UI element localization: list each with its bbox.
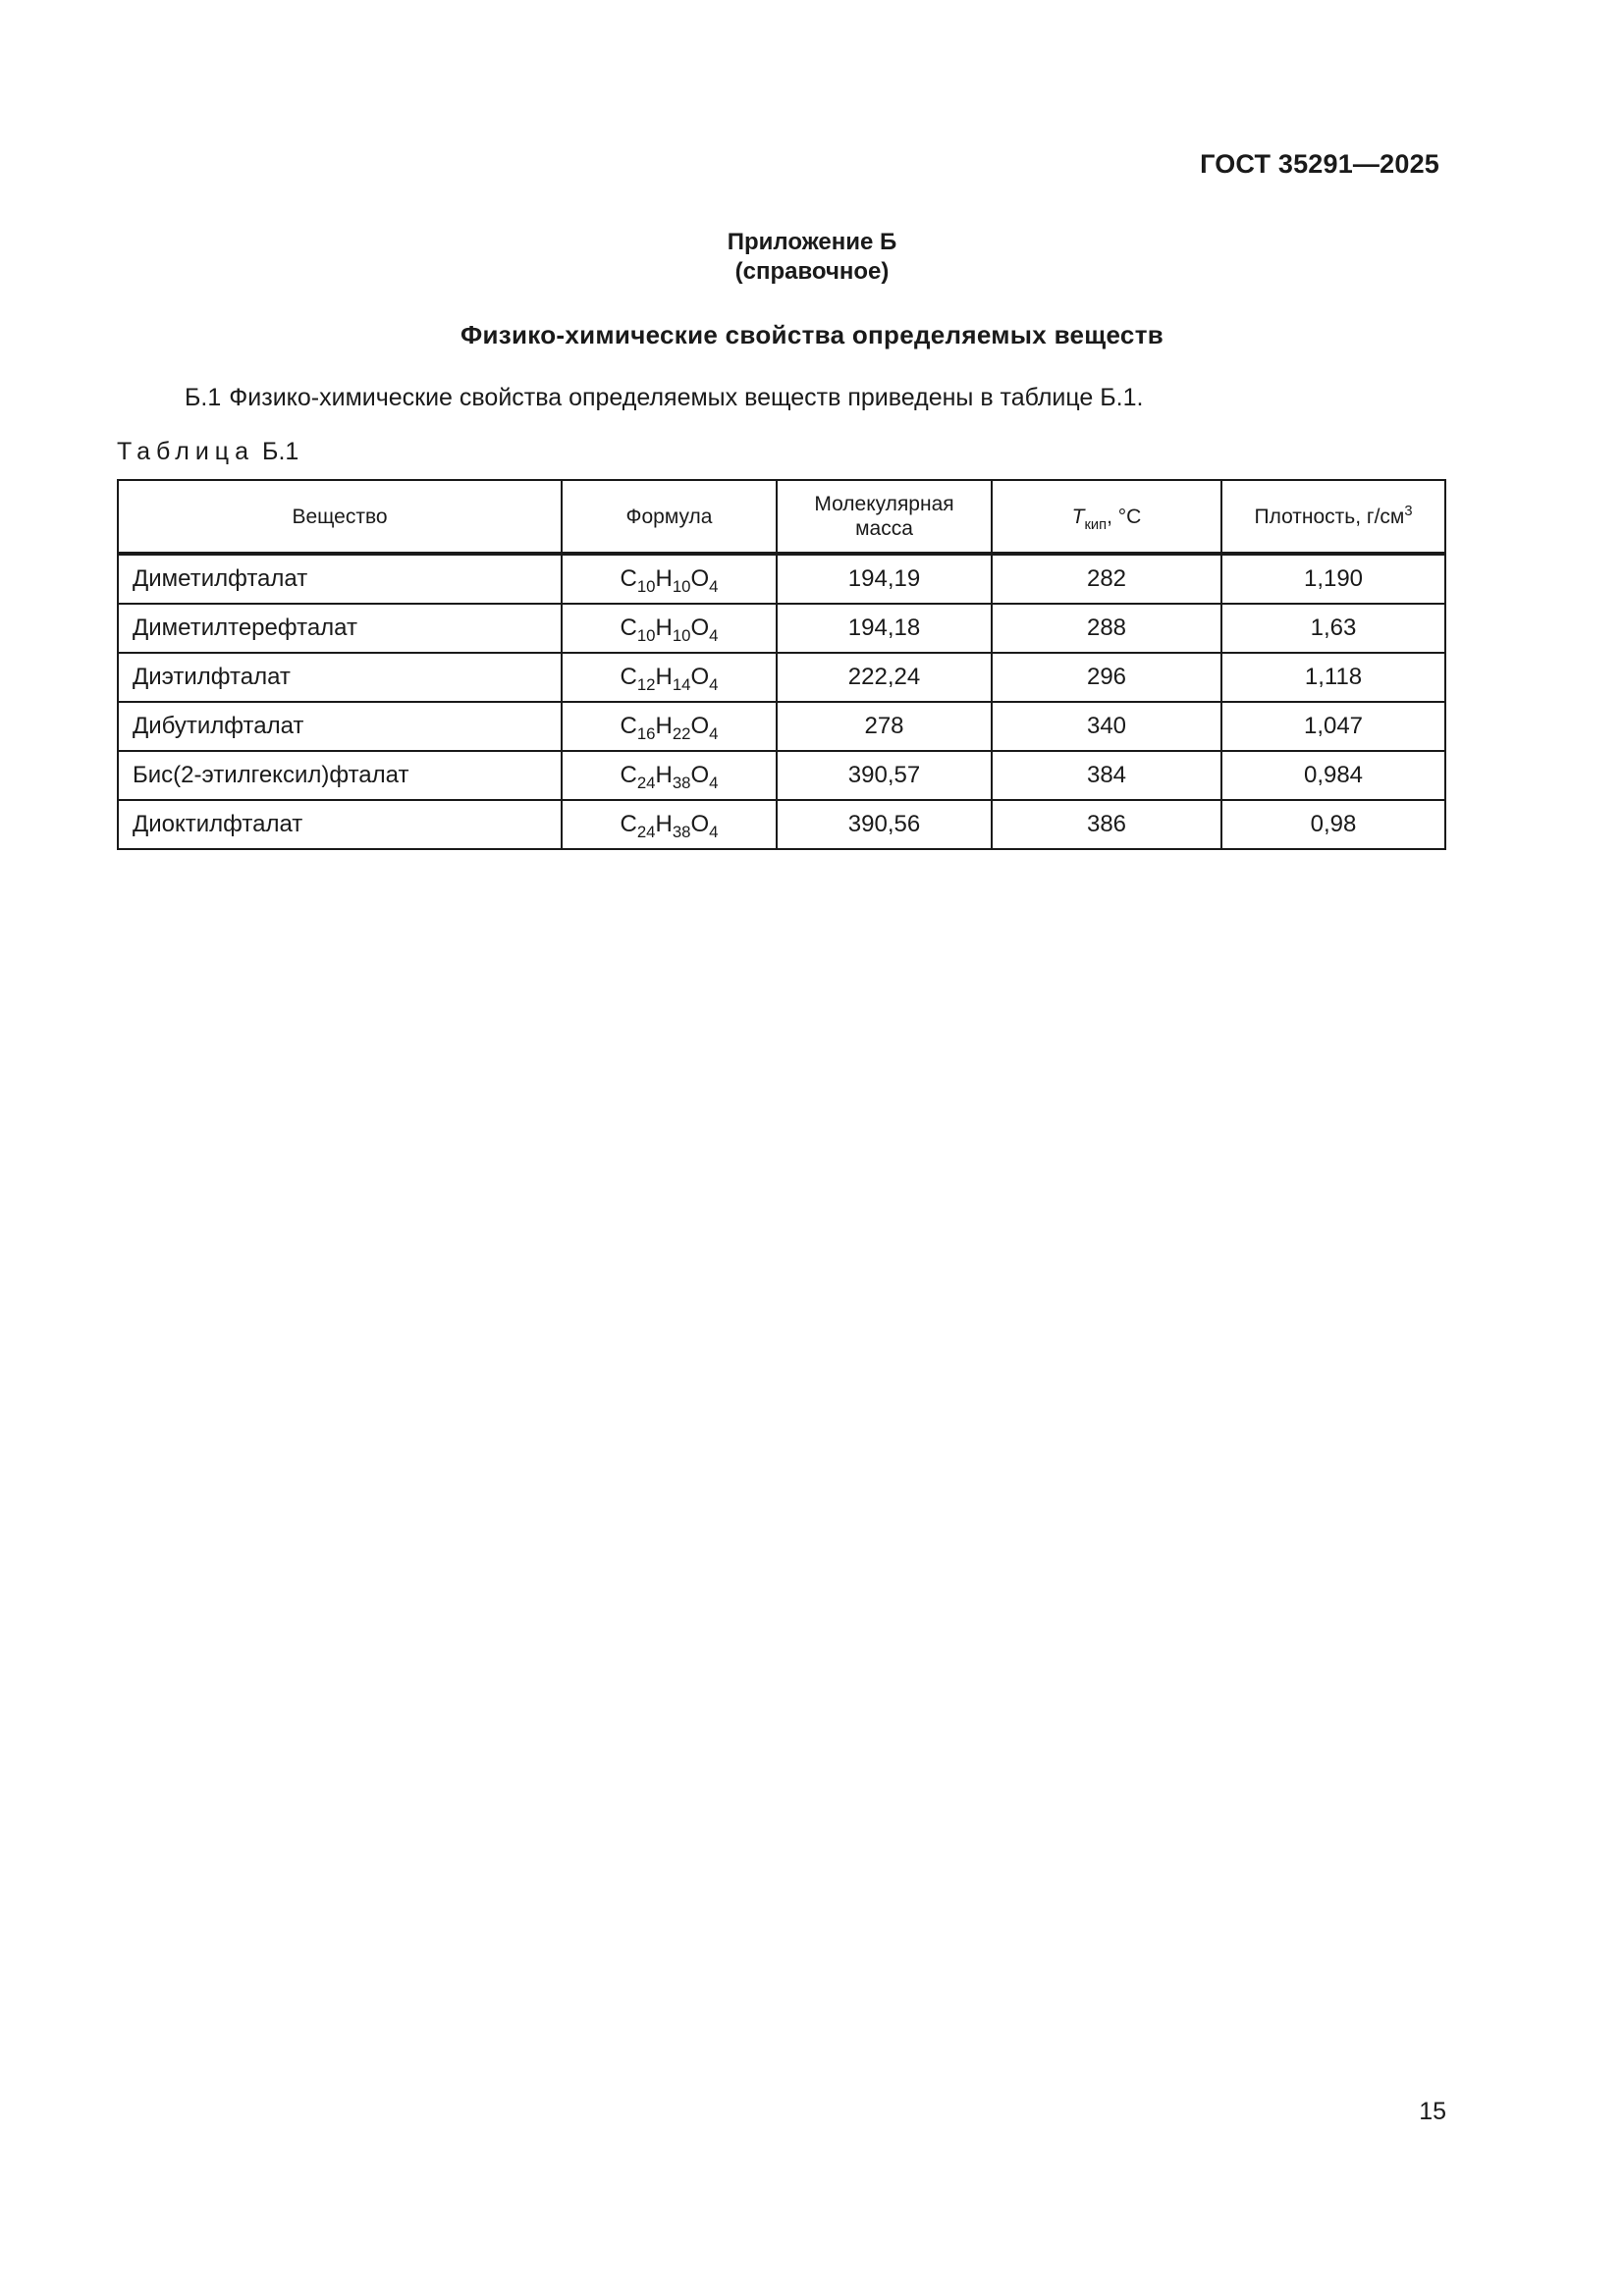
formula-o-count: 4 xyxy=(709,823,719,841)
formula-o-count: 4 xyxy=(709,724,719,743)
substance-name: Дибутилфталат xyxy=(118,702,562,751)
table-caption-word: Таблица xyxy=(117,438,255,465)
boiling-point: 282 xyxy=(992,554,1221,604)
intro-paragraph xyxy=(185,384,1143,412)
table-row xyxy=(118,554,1445,604)
table-row xyxy=(118,751,1445,800)
substance-name: Диметилфталат xyxy=(118,554,562,604)
document-code: ГОСТ 35291—2025 xyxy=(1200,149,1439,179)
formula-h-count: 22 xyxy=(672,724,691,743)
formula-o-count: 4 xyxy=(709,577,719,596)
formula-c-count: 10 xyxy=(636,577,656,596)
density: 1,118 xyxy=(1221,653,1445,702)
intro-number: Б.1 xyxy=(185,384,222,411)
density: 1,63 xyxy=(1221,604,1445,653)
density-label: Плотность, г/см xyxy=(1254,505,1405,528)
formula-h-count: 14 xyxy=(672,675,691,694)
properties-table xyxy=(117,479,1446,850)
header-molecular-mass xyxy=(777,480,992,554)
formula-h-count: 10 xyxy=(672,626,691,645)
substance-name: Диоктилфталат xyxy=(118,800,562,849)
annex-label: Приложение Б xyxy=(727,229,897,255)
header-density xyxy=(1221,480,1445,554)
substance-name: Бис(2-этилгексил)фталат xyxy=(118,751,562,800)
substance-formula: $C_{24}H_{38}O_4$ xyxy=(562,751,777,800)
molecular-mass: 222,24 xyxy=(777,653,992,702)
formula-c-count: 12 xyxy=(636,675,656,694)
density: 1,190 xyxy=(1221,554,1445,604)
density: 0,98 xyxy=(1221,800,1445,849)
substance-name: Диметилтерефталат xyxy=(118,604,562,653)
formula-o-count: 4 xyxy=(709,774,719,792)
intro-text: Физико-химические свойства определяемых веществ приведены в таблице Б.1. xyxy=(229,384,1144,411)
substance-formula: $C_{10}H_{10}O_4$ xyxy=(562,554,777,604)
substance-formula: $C_{16}H_{22}O_4$ xyxy=(562,702,777,751)
boiling-point: 296 xyxy=(992,653,1221,702)
formula-o-count: 4 xyxy=(709,626,719,645)
tboil-unit: , °С xyxy=(1107,505,1142,528)
substance-formula: $C_{10}H_{10}O_4$ xyxy=(562,604,777,653)
tboil-subscript: кип xyxy=(1084,516,1108,533)
annex-status: (справочное) xyxy=(734,258,890,285)
molecular-mass: 278 xyxy=(777,702,992,751)
formula-c-count: 16 xyxy=(636,724,656,743)
molecular-mass: 390,57 xyxy=(777,751,992,800)
boiling-point: 288 xyxy=(992,604,1221,653)
table-caption-number: Б.1 xyxy=(262,438,299,465)
table-caption xyxy=(117,438,298,466)
header-formula: Формула xyxy=(562,480,777,554)
annex-heading xyxy=(0,228,1624,287)
formula-o-count: 4 xyxy=(709,675,719,694)
molecular-mass: 194,18 xyxy=(777,604,992,653)
header-boiling-point xyxy=(992,480,1221,554)
density: 0,984 xyxy=(1221,751,1445,800)
table-row xyxy=(118,702,1445,751)
header-mass-line2: масса xyxy=(855,517,913,540)
boiling-point: 386 xyxy=(992,800,1221,849)
formula-c-count: 24 xyxy=(636,823,656,841)
density: 1,047 xyxy=(1221,702,1445,751)
formula-h-count: 38 xyxy=(672,774,691,792)
molecular-mass: 194,19 xyxy=(777,554,992,604)
header-substance: Вещество xyxy=(118,480,562,554)
boiling-point: 340 xyxy=(992,702,1221,751)
substance-formula: $C_{24}H_{38}O_4$ xyxy=(562,800,777,849)
tboil-symbol: T xyxy=(1071,505,1085,528)
page-number: 15 xyxy=(1419,2098,1446,2125)
formula-h-count: 38 xyxy=(672,823,691,841)
table-row xyxy=(118,653,1445,702)
boiling-point: 384 xyxy=(992,751,1221,800)
molecular-mass: 390,56 xyxy=(777,800,992,849)
substance-formula: $C_{12}H_{14}O_4$ xyxy=(562,653,777,702)
density-superscript: 3 xyxy=(1404,503,1413,519)
formula-h-count: 10 xyxy=(672,577,691,596)
formula-c-count: 10 xyxy=(636,626,656,645)
annex-title: Физико-химические свойства определяемых веществ xyxy=(460,320,1164,349)
substance-name: Диэтилфталат xyxy=(118,653,562,702)
table-header-row xyxy=(118,480,1445,554)
header-mass-line1: Молекулярная xyxy=(814,493,954,515)
formula-c-count: 24 xyxy=(636,774,656,792)
table-row xyxy=(118,604,1445,653)
table-row xyxy=(118,800,1445,849)
